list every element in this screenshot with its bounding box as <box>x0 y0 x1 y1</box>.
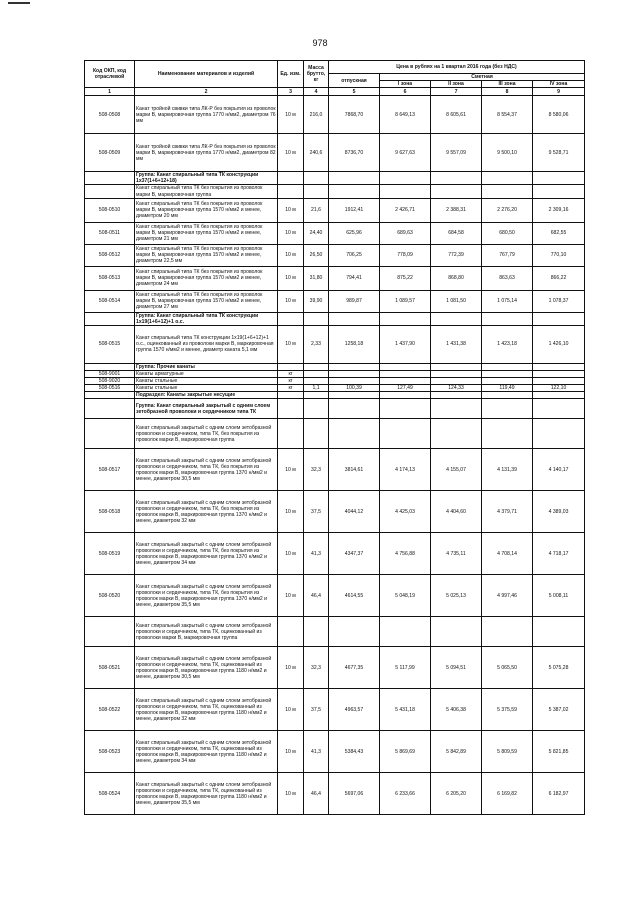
cell-z4: 9 528,71 <box>533 134 585 172</box>
cell-code: 508-0510 <box>85 198 135 222</box>
cell-code <box>85 617 135 647</box>
cell-z1: 5 117,99 <box>380 647 431 689</box>
cell-z1 <box>380 399 431 419</box>
cell-code <box>85 363 135 370</box>
cell-unit: 10 м <box>278 266 304 290</box>
cell-code: 508-0518 <box>85 491 135 533</box>
cell-z4: 866,22 <box>533 266 585 290</box>
cell-z4 <box>533 378 585 385</box>
cell-z3: 1 423,18 <box>482 325 533 363</box>
scan-mark <box>8 2 30 4</box>
cell-name: Группа: Канат спиральный типа ТК конструкции 1х37(1+6+12+18) <box>135 172 278 185</box>
cell-z3 <box>482 378 533 385</box>
cell-code: 508-0521 <box>85 647 135 689</box>
cell-name: Группа: Прочие канаты <box>135 363 278 370</box>
cell-name: Канат спиральный закрытый с одним слоем зетобразной проволоки и сердечником, типа ТК, без покрытия из проволок марки В, маркировочная группа <box>135 419 278 449</box>
cell-unit: 10 м <box>278 325 304 363</box>
cell-z2: 5 025,13 <box>431 575 482 617</box>
cell-z2: 1 081,50 <box>431 290 482 312</box>
cell-unit: 10 м <box>278 222 304 244</box>
cell-z1: 689,63 <box>380 222 431 244</box>
cell-unit: 10 м <box>278 134 304 172</box>
cell-z2: 9 557,09 <box>431 134 482 172</box>
cell-z2 <box>431 363 482 370</box>
cell-z2 <box>431 172 482 185</box>
cell-z3 <box>482 392 533 399</box>
col-number: 1 <box>85 88 135 96</box>
cell-release <box>329 312 380 325</box>
header-zone-3: III зона <box>482 81 533 88</box>
header-zone-4: IV зона <box>533 81 585 88</box>
cell-name: Подраздел: Канаты закрытые несущие <box>135 392 278 399</box>
table-body <box>85 96 585 815</box>
table-row <box>85 575 585 617</box>
col-number: 6 <box>380 88 431 96</box>
cell-release: 794,41 <box>329 266 380 290</box>
cell-mass <box>304 172 329 185</box>
cell-mass: 32,3 <box>304 647 329 689</box>
cell-mass: 26,50 <box>304 244 329 266</box>
cell-unit: 10 м <box>278 449 304 491</box>
cell-unit: кг <box>278 378 304 385</box>
cell-z4 <box>533 399 585 419</box>
group-row <box>85 312 585 325</box>
cell-unit: 10 м <box>278 731 304 773</box>
table-row <box>85 773 585 815</box>
cell-release: 7868,70 <box>329 96 380 134</box>
cell-z4: 1 078,37 <box>533 290 585 312</box>
cell-code: 508-0519 <box>85 533 135 575</box>
cell-z4 <box>533 617 585 647</box>
col-number: 4 <box>304 88 329 96</box>
cell-z2: 684,58 <box>431 222 482 244</box>
cell-z4 <box>533 392 585 399</box>
cell-z1: 5 048,19 <box>380 575 431 617</box>
cell-z3: 9 500,10 <box>482 134 533 172</box>
header-name: Наименование материалов и изделий <box>135 61 278 88</box>
table-row <box>85 266 585 290</box>
cell-z1 <box>380 378 431 385</box>
cell-mass <box>304 185 329 198</box>
cell-z2 <box>431 185 482 198</box>
cell-mass <box>304 392 329 399</box>
table-row <box>85 617 585 647</box>
cell-mass: 37,5 <box>304 689 329 731</box>
cell-release: 5697,06 <box>329 773 380 815</box>
cell-z3: 8 554,37 <box>482 96 533 134</box>
cell-z2 <box>431 392 482 399</box>
table-row <box>85 378 585 385</box>
cell-z4: 5 387,02 <box>533 689 585 731</box>
cell-code: 508-9020 <box>85 378 135 385</box>
cell-z2: 124,33 <box>431 385 482 392</box>
cell-z1: 127,49 <box>380 385 431 392</box>
cell-name: Канат спиральный типа ТК без покрытия из проволок марки В, маркировочная группа 1570 н/мм2 и менее, диаметром 21 мм <box>135 222 278 244</box>
cell-mass: 240,6 <box>304 134 329 172</box>
cell-unit: 10 м <box>278 689 304 731</box>
cell-unit: 10 м <box>278 533 304 575</box>
cell-name: Канат спиральный закрытый с одним слоем зетобразной проволоки и сердечником, типа ТК, без покрытия из проволок марки В, маркировочная группа 1370 н/мм2 и менее, диаметром 35,5 мм <box>135 575 278 617</box>
cell-mass: 21,6 <box>304 198 329 222</box>
header-mass: Масса брутто, кг <box>304 61 329 88</box>
cell-code <box>85 419 135 449</box>
cell-release: 4044,12 <box>329 491 380 533</box>
cell-z1: 9 627,63 <box>380 134 431 172</box>
cell-unit: 10 м <box>278 491 304 533</box>
cell-unit: 10 м <box>278 244 304 266</box>
cell-name: Канат спиральный типа ТК без покрытия из проволок марки В, маркировочная группа 1570 н/мм2 и менее, диаметром 20 мм <box>135 198 278 222</box>
cell-unit: 10 м <box>278 290 304 312</box>
cell-z4: 1 426,10 <box>533 325 585 363</box>
cell-name: Канаты арматурные <box>135 370 278 377</box>
table-row <box>85 491 585 533</box>
cell-z2: 5 842,89 <box>431 731 482 773</box>
cell-z1 <box>380 312 431 325</box>
cell-release <box>329 392 380 399</box>
cell-release <box>329 399 380 419</box>
cell-z2 <box>431 617 482 647</box>
table-row <box>85 244 585 266</box>
cell-mass: 2,33 <box>304 325 329 363</box>
header-zone-1: I зона <box>380 81 431 88</box>
cell-unit: 10 м <box>278 647 304 689</box>
table-row <box>85 370 585 377</box>
cell-mass: 46,4 <box>304 773 329 815</box>
cell-code: 508-9001 <box>85 370 135 377</box>
cell-z3: 4 708,14 <box>482 533 533 575</box>
header-code: Код ОКП, код отраслевой <box>85 61 135 88</box>
cell-release: 625,96 <box>329 222 380 244</box>
table-row <box>85 134 585 172</box>
cell-release: 706,25 <box>329 244 380 266</box>
cell-z2 <box>431 312 482 325</box>
cell-name: Канат спиральный закрытый с одним слоем зетобразной проволоки и сердечником, типа ТК, без покрытия из проволок марки В, маркировочная группа 1370 н/мм2 и менее, диаметром 34 мм <box>135 533 278 575</box>
cell-z1 <box>380 185 431 198</box>
cell-z3 <box>482 399 533 419</box>
cell-code: 508-0512 <box>85 244 135 266</box>
cell-mass <box>304 617 329 647</box>
cell-z2: 2 388,31 <box>431 198 482 222</box>
cell-code <box>85 312 135 325</box>
table-row <box>85 647 585 689</box>
table-row <box>85 533 585 575</box>
cell-name: Группа: Канат спиральный закрытый с одним слоем зетобразной проволоки и сердечником типа ТК <box>135 399 278 419</box>
cell-name: Канат спиральный закрытый с одним слоем зетобразной проволоки и сердечником, типа ТК, без покрытия из проволок марки В, маркировочная группа 1370 н/мм2 и менее, диаметром 30,5 мм <box>135 449 278 491</box>
cell-z1 <box>380 392 431 399</box>
cell-z3: 1 075,14 <box>482 290 533 312</box>
cell-z3: 5 375,59 <box>482 689 533 731</box>
cell-code: 508-0514 <box>85 290 135 312</box>
cell-name: Канат спиральный закрытый с одним слоем зетобразной проволоки и сердечником, типа ТК, оцинкованный из проволок марки В, маркировочная группа 1180 н/мм2 и менее, диаметром 32 мм <box>135 689 278 731</box>
cell-z1: 778,09 <box>380 244 431 266</box>
cell-release <box>329 617 380 647</box>
cell-z3 <box>482 172 533 185</box>
cell-mass <box>304 419 329 449</box>
cell-z2: 772,39 <box>431 244 482 266</box>
cell-mass: 24,40 <box>304 222 329 244</box>
cell-name: Канат тройной свивки типа ЛК-Р без покрытия из проволок марки В, маркировочная группа 1770 н/мм2, диаметром 82 мм <box>135 134 278 172</box>
cell-z4 <box>533 370 585 377</box>
cell-z4: 5 075,28 <box>533 647 585 689</box>
cell-release: 4347,37 <box>329 533 380 575</box>
cell-z3 <box>482 617 533 647</box>
cell-code: 508-0517 <box>85 449 135 491</box>
cell-z4 <box>533 419 585 449</box>
cell-code: 508-0513 <box>85 266 135 290</box>
cell-z1 <box>380 363 431 370</box>
cell-z2 <box>431 419 482 449</box>
cell-code: 508-0520 <box>85 575 135 617</box>
cell-z1: 4 174,13 <box>380 449 431 491</box>
cell-z3: 767,79 <box>482 244 533 266</box>
cell-z4 <box>533 363 585 370</box>
cell-unit: 10 м <box>278 198 304 222</box>
cell-code: 508-0522 <box>85 689 135 731</box>
col-number: 3 <box>278 88 304 96</box>
cell-name: Канат спиральный закрытый с одним слоем зетобразной проволоки и сердечником, типа ТК, оцинкованный из проволок марки В, маркировочная группа 1180 н/мм2 и менее, диаметром 30,5 мм <box>135 647 278 689</box>
cell-z3: 680,50 <box>482 222 533 244</box>
cell-z1: 875,22 <box>380 266 431 290</box>
cell-mass: 216,0 <box>304 96 329 134</box>
header-release: отпускная <box>329 74 380 88</box>
cell-z1: 1 089,57 <box>380 290 431 312</box>
cell-release: 5384,43 <box>329 731 380 773</box>
cell-mass <box>304 312 329 325</box>
cell-z4: 682,55 <box>533 222 585 244</box>
cell-z2: 5 094,51 <box>431 647 482 689</box>
cell-name: Канат спиральный типа ТК без покрытия из проволок марки В, маркировочная группа 1570 н/мм2 и менее, диаметром 24 мм <box>135 266 278 290</box>
cell-name: Канат спиральный типа ТК без покрытия из проволок марки В, маркировочная группа <box>135 185 278 198</box>
cell-code <box>85 185 135 198</box>
cell-mass: 39,90 <box>304 290 329 312</box>
cell-z3 <box>482 185 533 198</box>
header-zone-2: II зона <box>431 81 482 88</box>
cell-unit: 10 м <box>278 575 304 617</box>
cell-unit <box>278 312 304 325</box>
col-number: 7 <box>431 88 482 96</box>
cell-release: 989,87 <box>329 290 380 312</box>
cell-z2: 1 431,38 <box>431 325 482 363</box>
col-number: 2 <box>135 88 278 96</box>
cell-unit <box>278 185 304 198</box>
cell-unit <box>278 172 304 185</box>
table-row <box>85 325 585 363</box>
table-row <box>85 198 585 222</box>
cell-z1 <box>380 370 431 377</box>
table-row <box>85 222 585 244</box>
cell-mass: 46,4 <box>304 575 329 617</box>
cell-name: Канаты стальные <box>135 378 278 385</box>
cell-z1: 8 649,13 <box>380 96 431 134</box>
cell-name: Канат спиральный закрытый с одним слоем зетобразной проволоки и сердечником, типа ТК, без покрытия из проволок марки В, маркировочная группа 1370 н/мм2 и менее, диаметром 32 мм <box>135 491 278 533</box>
cell-unit: кг <box>278 385 304 392</box>
group-row <box>85 363 585 370</box>
cell-mass: 1,1 <box>304 385 329 392</box>
col-number: 5 <box>329 88 380 96</box>
page-number: 978 <box>312 38 328 48</box>
cell-z3: 6 169,82 <box>482 773 533 815</box>
cell-z4 <box>533 172 585 185</box>
cell-mass: 37,5 <box>304 491 329 533</box>
cell-name: Канаты стальные <box>135 385 278 392</box>
cell-code: 508-0516 <box>85 385 135 392</box>
cell-release: 3814,61 <box>329 449 380 491</box>
cell-unit <box>278 399 304 419</box>
cell-name: Группа: Канат спиральный типа ТК конструкции 1х19(1+6+12)+1 о.с. <box>135 312 278 325</box>
cell-z4: 2 309,16 <box>533 198 585 222</box>
cell-z1: 4 756,88 <box>380 533 431 575</box>
cell-z3 <box>482 363 533 370</box>
cell-unit: 10 м <box>278 96 304 134</box>
cell-name: Канат спиральный закрытый с одним слоем зетобразной проволоки и сердечником, типа ТК, оцинкованный из проволок марки В, маркировочная группа 1180 н/мм2 и менее, диаметром 35,5 мм <box>135 773 278 815</box>
cell-unit <box>278 617 304 647</box>
cell-unit <box>278 363 304 370</box>
cell-z1: 5 431,18 <box>380 689 431 731</box>
cell-unit: кг <box>278 370 304 377</box>
cell-z3: 2 276,20 <box>482 198 533 222</box>
table-row <box>85 689 585 731</box>
cell-release: 4963,57 <box>329 689 380 731</box>
cell-mass: 31,80 <box>304 266 329 290</box>
cell-z3: 4 131,39 <box>482 449 533 491</box>
table-row <box>85 731 585 773</box>
cell-release: 1912,41 <box>329 198 380 222</box>
cell-release <box>329 419 380 449</box>
cell-z3 <box>482 370 533 377</box>
cell-unit <box>278 392 304 399</box>
column-numbers-row <box>85 88 585 96</box>
cell-z1 <box>380 617 431 647</box>
cell-z4: 5 008,11 <box>533 575 585 617</box>
cell-z1 <box>380 419 431 449</box>
cell-code: 508-0515 <box>85 325 135 363</box>
cell-z2: 4 155,07 <box>431 449 482 491</box>
cell-z2: 6 205,20 <box>431 773 482 815</box>
cell-z1: 5 869,69 <box>380 731 431 773</box>
cell-z1: 2 426,71 <box>380 198 431 222</box>
cell-z3: 5 809,59 <box>482 731 533 773</box>
cell-name: Канат спиральный типа ТК конструкции 1х19(1+6+12)+1 о.с., оцинкованный из проволоки марки В, маркировочная группа 1570 н/мм2 и менее, диаметр каната 5,1 мм <box>135 325 278 363</box>
cell-z1 <box>380 172 431 185</box>
cell-mass: 41,3 <box>304 533 329 575</box>
cell-release: 100,39 <box>329 385 380 392</box>
cell-z4: 4 389,03 <box>533 491 585 533</box>
cell-code <box>85 399 135 419</box>
cell-z2 <box>431 370 482 377</box>
cell-unit: 10 м <box>278 773 304 815</box>
group-row <box>85 172 585 185</box>
cell-z2 <box>431 378 482 385</box>
cell-z2: 868,80 <box>431 266 482 290</box>
cell-z2: 4 404,60 <box>431 491 482 533</box>
table-row <box>85 290 585 312</box>
cell-z3: 863,63 <box>482 266 533 290</box>
cell-name: Канат спиральный закрытый с одним слоем зетобразной проволоки и сердечником, типа ТК, оцинкованный из проволок марки В, маркировочная группа 1180 н/мм2 и менее, диаметром 34 мм <box>135 731 278 773</box>
table-row <box>85 449 585 491</box>
cell-z4: 4 718,17 <box>533 533 585 575</box>
cell-z4 <box>533 312 585 325</box>
cell-z4: 6 182,97 <box>533 773 585 815</box>
cell-z1: 4 425,03 <box>380 491 431 533</box>
table-row <box>85 419 585 449</box>
cell-z2: 4 735,11 <box>431 533 482 575</box>
header-price-group: Цена в рублях на 1 квартал 2016 года (без НДС) <box>329 61 585 74</box>
cell-release: 1258,18 <box>329 325 380 363</box>
cell-code: 508-0509 <box>85 134 135 172</box>
cell-code: 508-0508 <box>85 96 135 134</box>
cell-z4: 5 821,85 <box>533 731 585 773</box>
cell-z2: 8 605,61 <box>431 96 482 134</box>
cell-z3 <box>482 312 533 325</box>
cell-release: 8736,70 <box>329 134 380 172</box>
cell-code <box>85 392 135 399</box>
cell-z3: 4 997,46 <box>482 575 533 617</box>
cell-release <box>329 378 380 385</box>
cell-mass: 32,3 <box>304 449 329 491</box>
cell-z3: 4 379,71 <box>482 491 533 533</box>
table-row <box>85 185 585 198</box>
cell-code: 508-0523 <box>85 731 135 773</box>
header-estimate: Сметная <box>380 74 585 81</box>
cell-z4: 8 580,06 <box>533 96 585 134</box>
cell-z4 <box>533 185 585 198</box>
cell-z3: 119,49 <box>482 385 533 392</box>
cell-code: 508-0511 <box>85 222 135 244</box>
cell-release: 4677,35 <box>329 647 380 689</box>
col-number: 9 <box>533 88 585 96</box>
cell-unit <box>278 419 304 449</box>
cell-z3 <box>482 419 533 449</box>
cell-release <box>329 172 380 185</box>
cell-z2 <box>431 399 482 419</box>
cell-release: 4614,55 <box>329 575 380 617</box>
cell-release <box>329 370 380 377</box>
cell-mass: 41,3 <box>304 731 329 773</box>
cell-name: Канат спиральный закрытый с одним слоем зетобразной проволоки и сердечником, типа ТК, оцинкованный из проволоки марки В, маркировочная группа <box>135 617 278 647</box>
cell-z4: 770,10 <box>533 244 585 266</box>
cell-code: 508-0524 <box>85 773 135 815</box>
cell-z4: 122,10 <box>533 385 585 392</box>
cell-name: Канат спиральный типа ТК без покрытия из проволок марки В, маркировочная группа 1570 н/мм2 и менее, диаметром 27 мм <box>135 290 278 312</box>
table-row <box>85 96 585 134</box>
col-number: 8 <box>482 88 533 96</box>
cell-release <box>329 185 380 198</box>
cell-release <box>329 363 380 370</box>
group-row <box>85 399 585 419</box>
table-row <box>85 385 585 392</box>
cell-mass <box>304 363 329 370</box>
cell-mass <box>304 370 329 377</box>
cell-z2: 5 406,38 <box>431 689 482 731</box>
cell-mass <box>304 378 329 385</box>
cell-code <box>85 172 135 185</box>
header-unit: Ед. изм. <box>278 61 304 88</box>
cell-z1: 1 437,90 <box>380 325 431 363</box>
subsection-row <box>85 392 585 399</box>
price-table <box>84 60 585 815</box>
cell-name: Канат спиральный типа ТК без покрытия из проволок марки В, маркировочная группа 1570 н/мм2 и менее, диаметром 22,5 мм <box>135 244 278 266</box>
cell-mass <box>304 399 329 419</box>
cell-z3: 5 065,50 <box>482 647 533 689</box>
cell-z4: 4 140,17 <box>533 449 585 491</box>
cell-z1: 6 233,66 <box>380 773 431 815</box>
cell-name: Канат тройной свивки типа ЛК-Р без покрытия из проволок марки В, маркировочная группа 1770 н/мм2, диаметром 76 мм <box>135 96 278 134</box>
